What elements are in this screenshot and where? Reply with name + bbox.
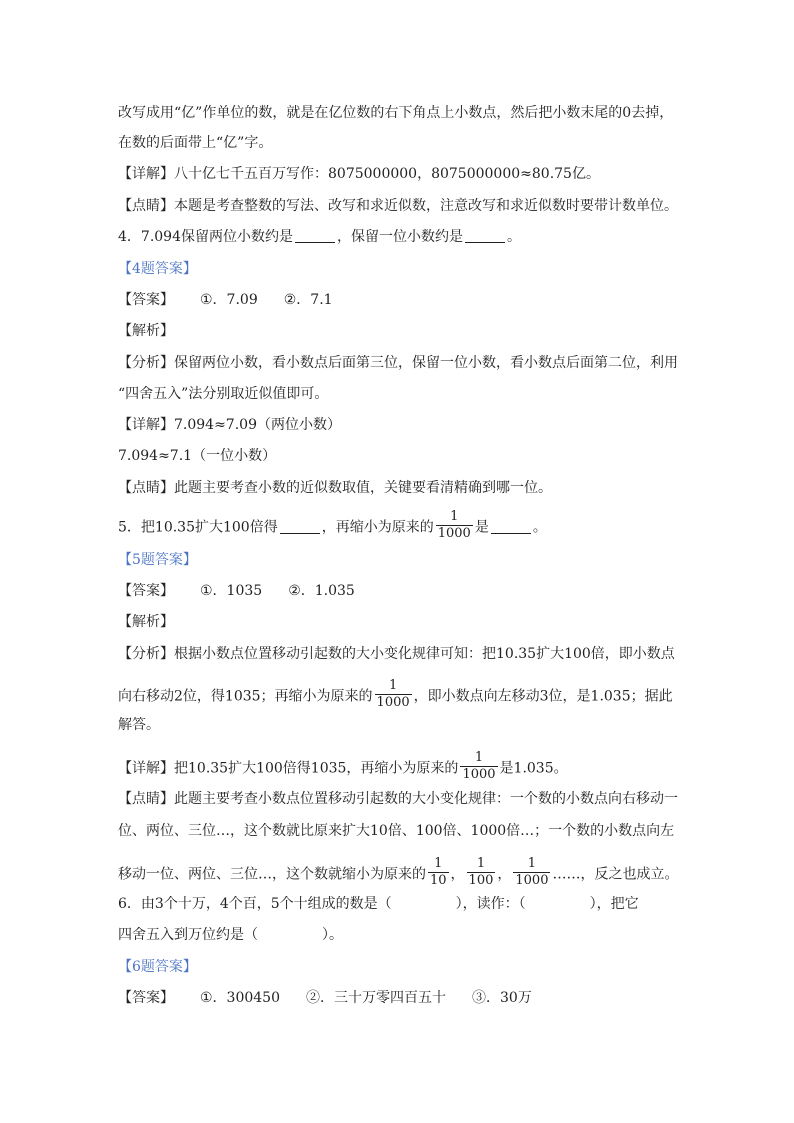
answer-row-6: 【答案】 ①．300450 ②．三十万零四百五十 ③．30万 (118, 990, 532, 1006)
analysis-paragraph: “四舍五入”法分别取近似值即可。 (118, 386, 329, 402)
question-5: 5．把10.35扩大100倍得 ，再缩小为原来的 $\frac{1}{1000}$ 是 。 (118, 509, 547, 541)
analysis-heading: 【解析】 (118, 323, 174, 339)
answer-blank (280, 519, 320, 534)
answer-blank (465, 228, 505, 243)
answer-row-5: 【答案】 ①．1035 ②．1.035 (118, 583, 355, 599)
fraction: $\frac{1}{1000}$ (515, 856, 549, 888)
analysis-heading: 【解析】 (118, 614, 174, 630)
question-6: 6．由3个十万，4个百，5个十组成的数是（ ），读作：（ ），把它 (118, 896, 639, 912)
answer-heading-6: 【6题答案】 (118, 959, 197, 975)
detail-paragraph: 7.094≈7.1（一位小数） (118, 448, 277, 464)
answer-heading-5: 【5题答案】 (118, 552, 197, 568)
analysis-paragraph: 【分析】根据小数点位置移动引起数的大小变化规律可知：把10.35扩大100倍，即小数点 (118, 646, 675, 662)
fraction: $\frac{1}{1000}$ (376, 678, 410, 710)
analysis-paragraph: 【分析】保留两位小数，看小数点后面第三位，保留一位小数，看小数点后面第二位，利用 (118, 355, 678, 371)
detail-paragraph: 【详解】把10.35扩大100倍得1035，再缩小为原来的 $\frac{1}{1000}$ 是1.035。 (118, 750, 568, 782)
answer-blank (295, 228, 335, 243)
text-line: 改写成用“亿”作单位的数，就是在亿位数的右下角点上小数点，然后把小数末尾的0去掉， (118, 105, 674, 121)
answer-blank (491, 519, 531, 534)
text-line: 在数的后面带上“亿”字。 (118, 135, 273, 151)
fraction: $\frac{1}{1000}$ (437, 509, 471, 541)
comment-paragraph: 位、两位、三位…，这个数就比原来扩大10倍、100倍、1000倍…；一个数的小数点向左 (118, 823, 675, 839)
fraction: $\frac{1}{1000}$ (462, 750, 496, 782)
question-4: 4．7.094保留两位小数约是 ，保留一位小数约是 。 (118, 229, 521, 245)
comment-paragraph: 【点睛】本题是考查整数的写法、改写和求近似数，注意改写和求近似数时要带计数单位。 (118, 198, 678, 214)
analysis-paragraph: 向右移动2位，得1035；再缩小为原来的 $\frac{1}{1000}$ ，即小数点向左移动3位，是1.035；据此 (118, 678, 673, 710)
comment-paragraph: 移动一位、两位、三位…，这个数就缩小为原来的 $\frac{1}{10}$ ， $\frac{1}{100}$ ， $\frac{1}{1000}$ ……，反之也成立。 (118, 856, 679, 888)
detail-paragraph: 【详解】八十亿七千五百万写作：8075000000，8075000000≈80.75亿。 (118, 166, 600, 182)
answer-row-4: 【答案】 ①．7.09 ②．7.1 (118, 292, 333, 308)
comment-paragraph: 【点睛】此题主要考查小数点位置移动引起数的大小变化规律：一个数的小数点向右移动一 (118, 791, 678, 807)
answer-heading-4: 【4题答案】 (118, 261, 197, 277)
fraction: $\frac{1}{100}$ (468, 856, 494, 888)
detail-paragraph: 【详解】7.094≈7.09（两位小数） (118, 417, 341, 433)
comment-paragraph: 【点睛】此题主要考查小数的近似数取值，关键要看清精确到哪一位。 (118, 480, 552, 496)
fraction: $\frac{1}{10}$ (430, 856, 447, 888)
analysis-paragraph: 解答。 (118, 717, 160, 733)
question-6-cont: 四舍五入到万位约是（ ）。 (118, 927, 343, 943)
